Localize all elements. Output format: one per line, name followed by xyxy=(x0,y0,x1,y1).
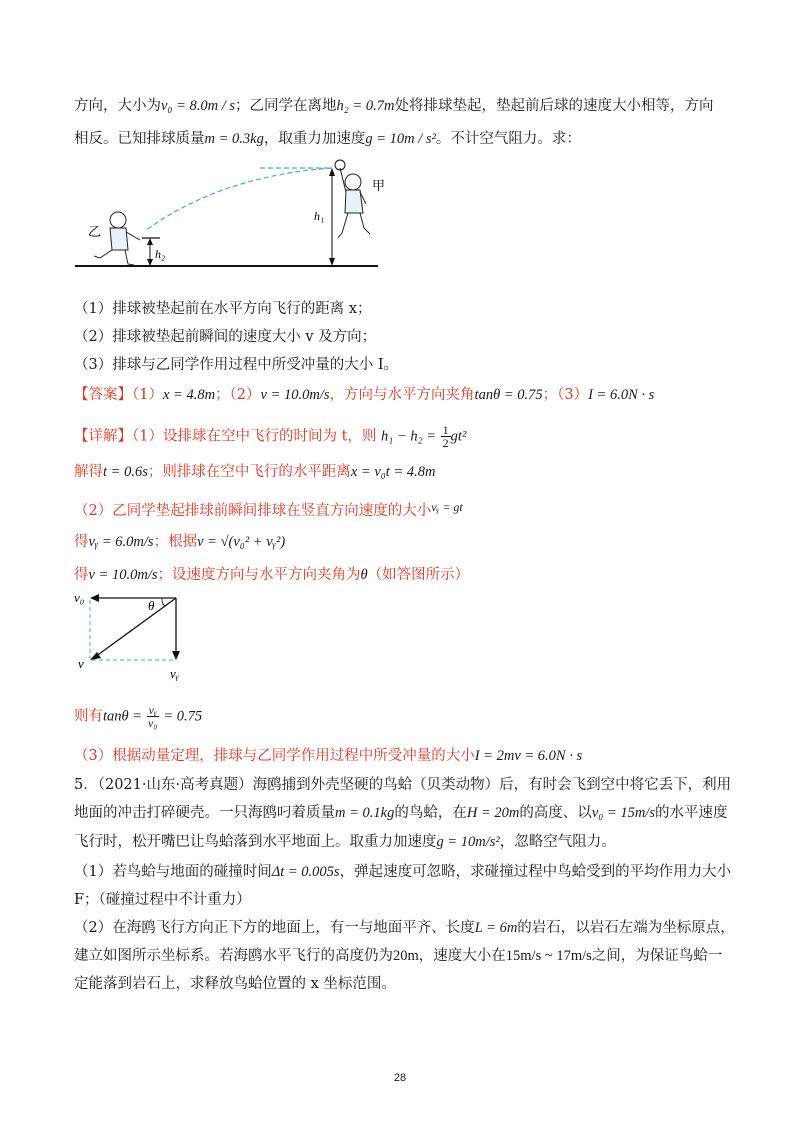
text: 得 xyxy=(74,567,89,583)
question-3: （3）排球与乙同学作用过程中所受冲量的大小 I。 xyxy=(74,357,399,373)
text: （3）根据动量定理，排球与乙同学作用过程中所受冲量的大小 xyxy=(74,748,475,764)
detail-line-7 xyxy=(74,746,582,766)
formula: L = 6m xyxy=(474,920,518,936)
answer-line xyxy=(74,385,654,405)
text: ，取重力加速度 xyxy=(263,131,366,147)
label-theta: θ xyxy=(148,598,155,613)
h2-arrow-head-bottom xyxy=(147,259,153,266)
text: 地面的冲击打碎硬壳。一只海鸥叼着质量 xyxy=(74,805,335,821)
denominator: v₀ xyxy=(147,716,158,730)
text: （1） xyxy=(132,387,163,403)
page-number: 28 xyxy=(393,1072,407,1084)
vy-arrow-head xyxy=(172,651,180,660)
detail-line-5 xyxy=(74,565,469,585)
text: 处将排球垫起，垫起前后球的速度大小相等，方向 xyxy=(394,98,714,114)
velocity-diagram xyxy=(70,586,200,686)
p5-line-4 xyxy=(74,862,731,882)
text: ，弹起速度可忽略，求碰撞过程中鸟蛤受到的平均作用力大小 xyxy=(339,864,732,880)
text: （如答图所示） xyxy=(367,567,470,583)
formula: tanθ = xyxy=(103,708,143,725)
text: 则有 xyxy=(74,708,103,725)
formula: tanθ = 0.75 xyxy=(474,387,543,403)
detail-line-6 xyxy=(74,704,202,729)
intro-line-1 xyxy=(74,96,713,116)
formula: gt² xyxy=(450,428,467,445)
text: 的水平速度 xyxy=(654,805,728,821)
v-vector xyxy=(95,598,176,657)
text: （1）若鸟蛤与地面的碰撞时间 xyxy=(74,864,272,880)
text: 的鸟蛤，在 xyxy=(394,805,467,821)
formula: = 0.75 xyxy=(163,708,203,725)
answer-tag: 【答案】 xyxy=(74,387,132,403)
label-v0: v₀ xyxy=(74,590,85,605)
intro-line-2 xyxy=(74,129,581,149)
label-h2: h₂ xyxy=(155,247,166,261)
p5-line-5: F；（碰撞过程中不计重力） xyxy=(74,892,251,908)
text: ，速度大小在 xyxy=(418,948,506,964)
formula: t = 0.6s xyxy=(103,464,148,480)
formula-v0: v₀ = 8.0m / s xyxy=(161,98,236,114)
text: ，方向与水平方向夹角 xyxy=(329,387,475,403)
formula: vᵧ = 6.0m/s xyxy=(88,534,154,550)
question-2: （2）排球被垫起前瞬间的速度大小 v 及方向； xyxy=(74,329,377,345)
fraction-vy-v0 xyxy=(147,704,159,729)
text: 方向，大小为 xyxy=(74,98,161,114)
text: 。不计空气阻力。求： xyxy=(435,131,581,147)
v0-arrow-head xyxy=(90,594,99,602)
p5-line-1: 5．（2021·山东·高考真题）海鸥捕到外壳坚硬的鸟蛤（贝类动物）后，有时会飞到空中将它丢下，利用 xyxy=(74,777,732,793)
p5-line-2 xyxy=(74,803,727,823)
player-jia xyxy=(338,168,370,238)
fraction-half xyxy=(441,424,451,449)
text: 的高度、以 xyxy=(519,805,592,821)
label-jia: 甲 xyxy=(372,178,386,193)
formula: v₀ = 15m/s xyxy=(591,805,655,821)
h1-arrow-head-top xyxy=(329,168,335,176)
detail-tag: 【详解】 xyxy=(74,428,132,445)
label-yi: 乙 xyxy=(88,224,102,239)
text: 之间，为保证鸟蛤一 xyxy=(591,948,723,964)
formula-h2: h₂ = 0.7m xyxy=(336,98,395,114)
formula: x = v₀t = 4.8m xyxy=(350,464,436,480)
text: （2）在海鸥飞行方向正下方的地面上，有一与地面平齐、长度 xyxy=(74,920,475,936)
p5-line-7 xyxy=(74,946,722,966)
text: 飞行时，松开嘴巴让鸟蛤落到水平地面上。取重力加速度 xyxy=(74,834,437,850)
text: 建立如图所示坐标系。若海鸥水平飞行的高度仍为 xyxy=(74,948,393,964)
text: ；根据 xyxy=(153,534,198,550)
detail-line-4 xyxy=(74,532,285,552)
formula: vᵧ = gt xyxy=(431,500,463,514)
detail-line-1 xyxy=(74,424,466,449)
formula: v = 10.0m/s xyxy=(260,387,330,403)
formula: H = 20m xyxy=(466,805,520,821)
numerator: 1 xyxy=(442,423,449,437)
formula: Δt = 0.005s xyxy=(271,864,340,880)
text: ；则排球在空中飞行的水平距离 xyxy=(147,464,351,480)
formula: I = 6.0N · s xyxy=(588,387,655,403)
formula: 15m/s ~ 17m/s xyxy=(505,948,592,964)
text: ；设速度方向与水平方向夹角为 xyxy=(157,567,361,583)
text: 得 xyxy=(74,534,89,550)
angle-arc xyxy=(162,598,166,606)
text: ；（3） xyxy=(542,387,589,403)
p5-line-3 xyxy=(74,832,616,852)
p5-line-8: 定能落到岩石上，求释放鸟蛤位置的 x 坐标范围。 xyxy=(74,976,396,992)
formula: 20m xyxy=(393,948,419,964)
formula-m: m = 0.3kg xyxy=(204,131,264,147)
text: ；（2） xyxy=(215,387,261,403)
text: 相反。已知排球质量 xyxy=(74,131,205,147)
label-v: v xyxy=(78,656,84,671)
formula: h₁ − h₂ = xyxy=(381,428,437,445)
formula: g = 10m/s² xyxy=(436,834,500,850)
formula: v = 10.0m/s xyxy=(88,567,158,583)
formula: v = √(v₀² + vᵧ²) xyxy=(197,534,286,550)
h2-arrow-head-top xyxy=(147,238,153,245)
detail-line-3 xyxy=(74,497,463,521)
detail-line-2 xyxy=(74,462,435,482)
label-vy: vᵧ xyxy=(170,666,179,681)
p5-line-6 xyxy=(74,918,735,938)
formula: x = 4.8m xyxy=(162,387,216,403)
trajectory-path xyxy=(145,168,332,231)
formula: I = 2mv = 6.0N · s xyxy=(474,748,583,764)
formula: m = 0.1kg xyxy=(335,805,395,821)
numerator: vᵧ xyxy=(148,703,157,717)
question-1: （1）排球被垫起前在水平方向飞行的距离 x； xyxy=(74,301,372,317)
h1-arrow-head-bottom xyxy=(329,258,335,266)
text: ，忽略空气阻力。 xyxy=(499,834,616,850)
text: （1）设排球在空中飞行的时间为 t，则 xyxy=(132,428,377,445)
text: （2）乙同学垫起排球前瞬间排球在竖直方向速度的大小 xyxy=(74,503,432,519)
text: 解得 xyxy=(74,464,103,480)
text: 的岩石，以岩石左端为坐标原点， xyxy=(517,920,735,936)
formula-g: g = 10m / s² xyxy=(365,131,436,147)
text: ；乙同学在离地 xyxy=(235,98,337,114)
volleyball-figure xyxy=(70,158,390,273)
label-h1: h₁ xyxy=(314,209,325,223)
denominator: 2 xyxy=(442,436,449,450)
formula: θ xyxy=(360,567,368,583)
